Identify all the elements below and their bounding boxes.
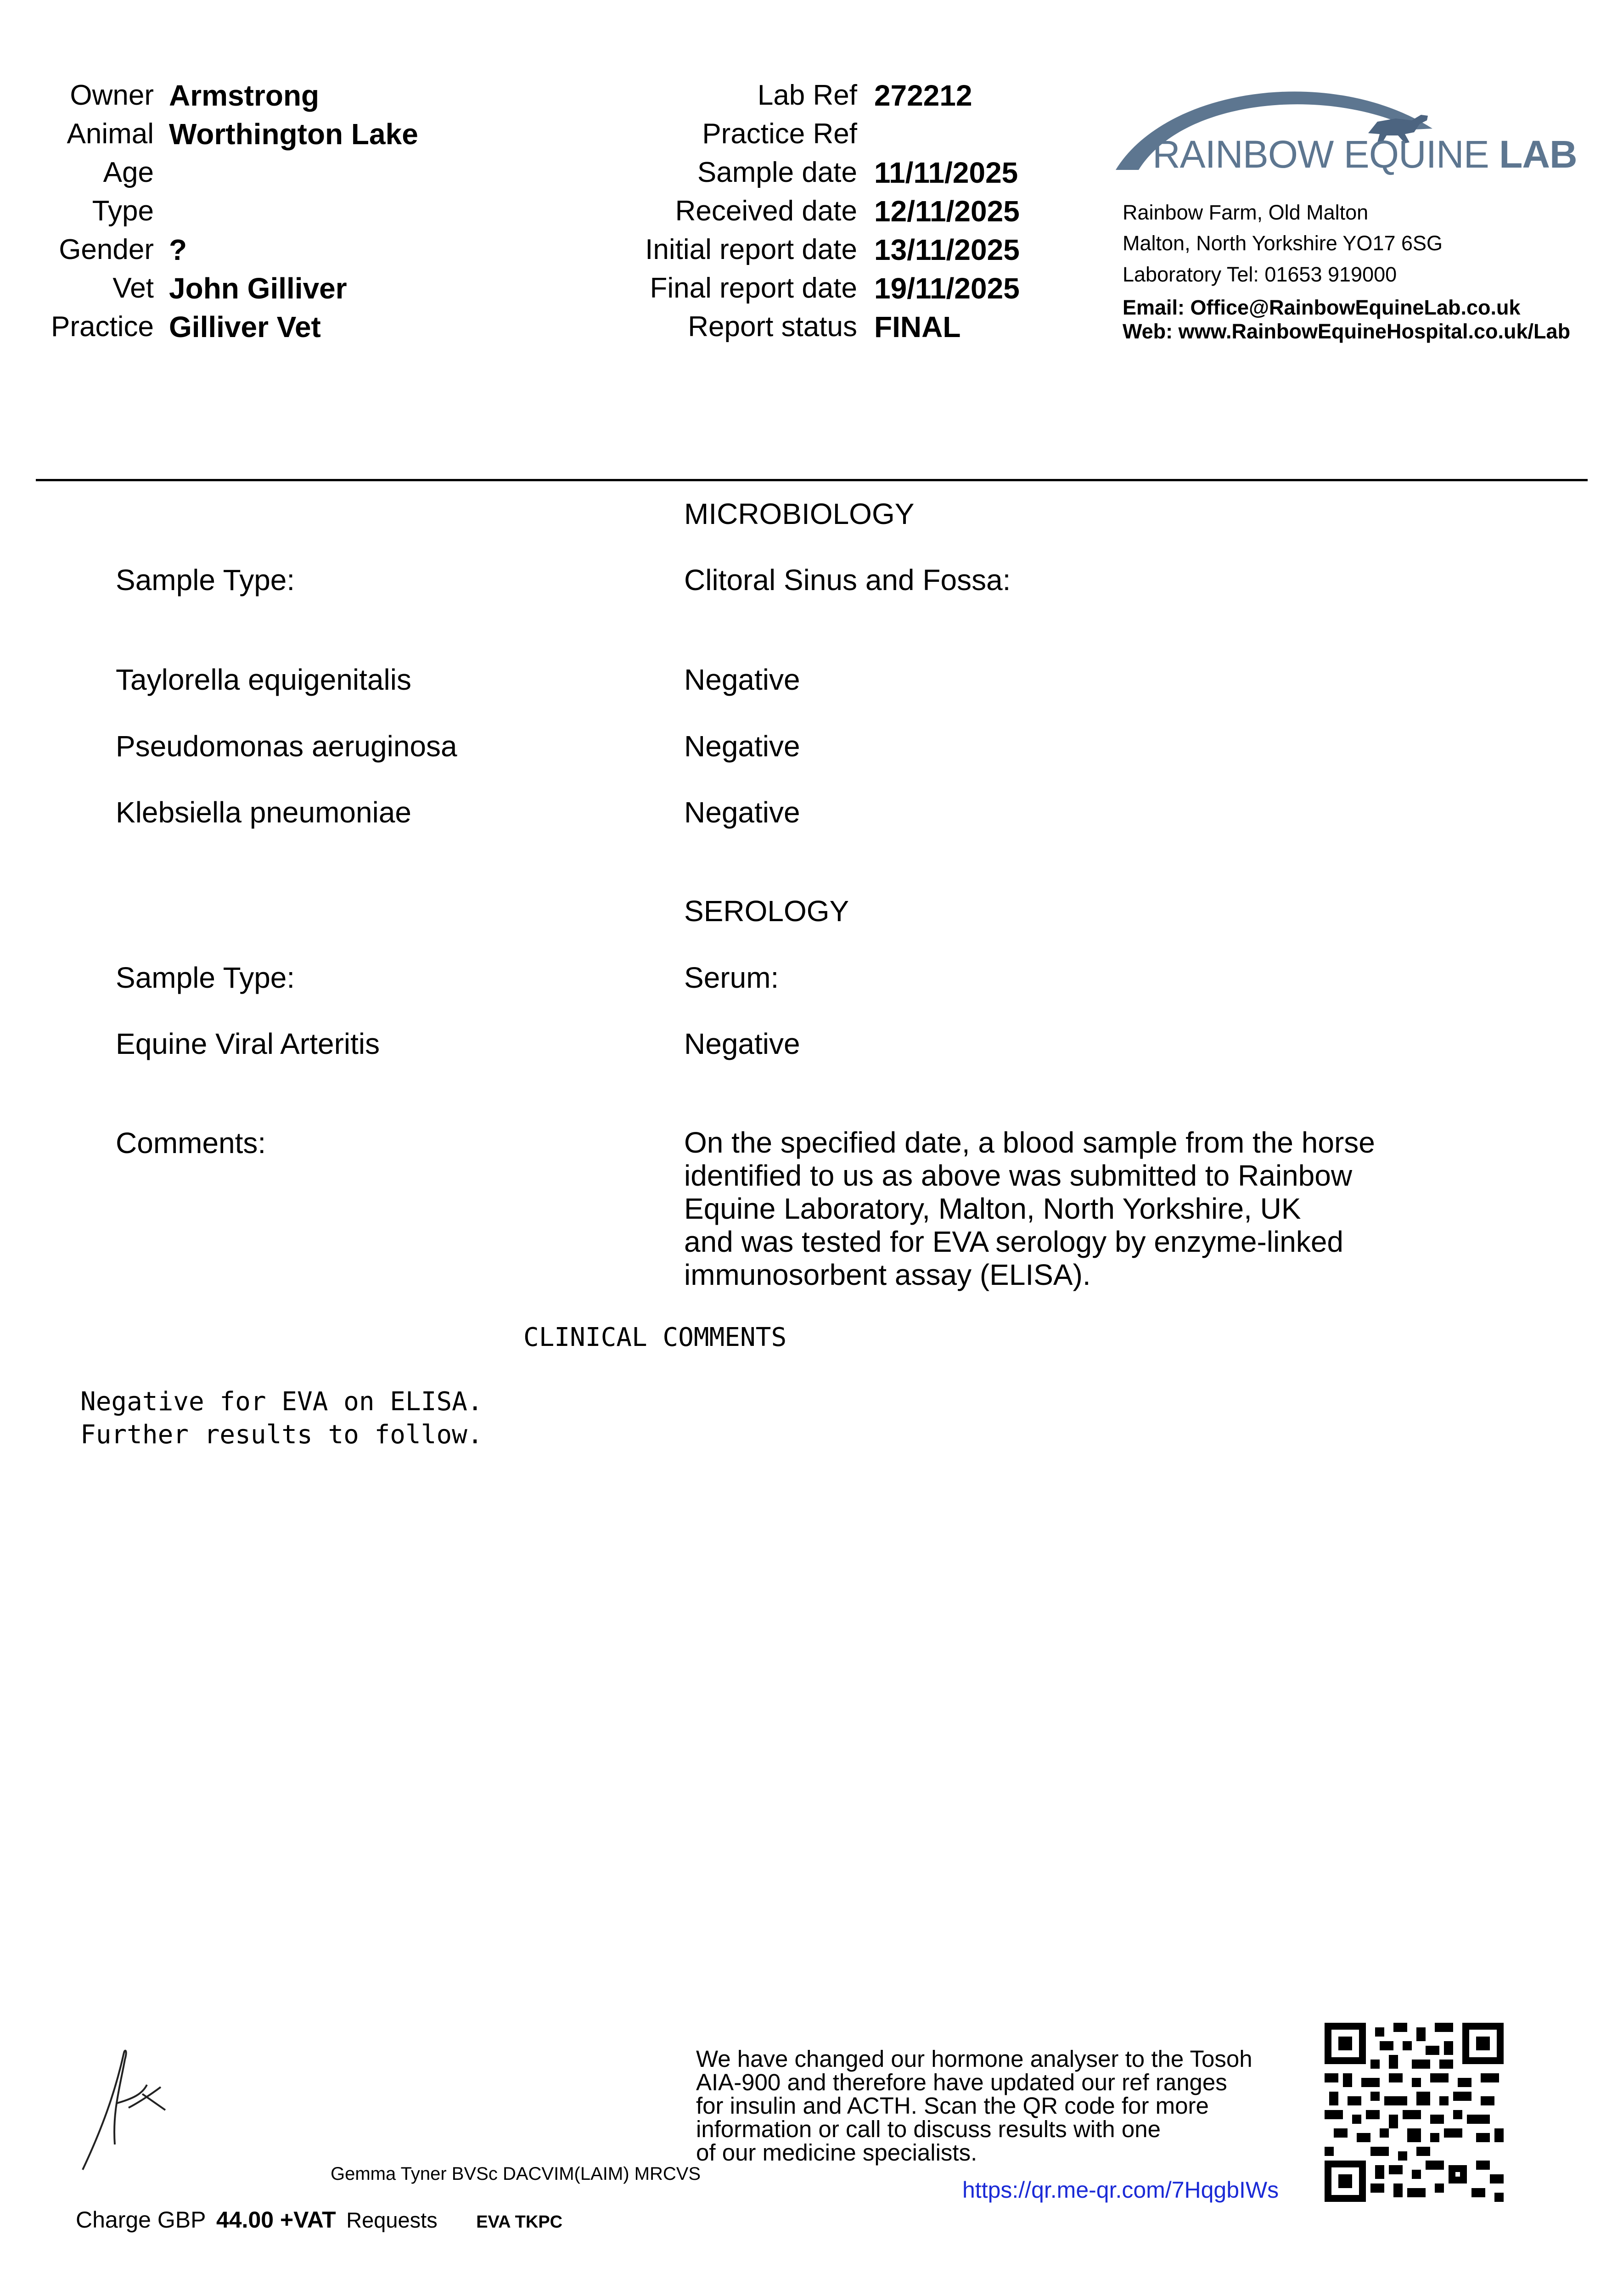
serology-title: SEROLOGY [684, 895, 849, 928]
lab-email[interactable]: Email: Office@RainbowEquineLab.co.uk [1123, 296, 1521, 319]
logo-text-bold: LAB [1499, 133, 1577, 176]
report-status-label: Report status [688, 311, 857, 343]
practice-label: Practice [51, 311, 154, 343]
comment-line: identified to us as above was submitted to Rainbow [684, 1159, 1353, 1192]
sero-sample-type-value: Serum: [684, 961, 779, 994]
initial-report-date-label: Initial report date [645, 234, 857, 265]
micro-test-name: Pseudomonas aeruginosa [116, 730, 457, 763]
animal-value: Worthington Lake [169, 118, 418, 151]
micro-test-result: Negative [684, 663, 800, 696]
logo-text-main: RAINBOW EQUINE [1152, 133, 1499, 176]
micro-test-result: Negative [684, 730, 800, 763]
address-line-1: Rainbow Farm, Old Malton [1123, 201, 1369, 224]
comment-line: Equine Laboratory, Malton, North Yorkshire, UK [684, 1192, 1301, 1225]
micro-test-result: Negative [684, 796, 800, 829]
received-date-value: 12/11/2025 [874, 195, 1020, 228]
owner-value: Armstrong [169, 79, 320, 112]
sero-sample-type-label: Sample Type: [116, 961, 295, 994]
comment-line: immunosorbent assay (ELISA). [684, 1258, 1091, 1291]
qr-link[interactable]: https://qr.me-qr.com/7HqgbIWs [962, 2177, 1279, 2203]
comments-label: Comments: [116, 1126, 266, 1159]
practice-ref-label: Practice Ref [702, 118, 857, 150]
micro-sample-type-value: Clitoral Sinus and Fossa: [684, 563, 1011, 597]
sample-date-label: Sample date [697, 157, 857, 188]
notice-line: of our medicine specialists. [696, 2139, 977, 2166]
clinical-comment-line: Further results to follow. [80, 1420, 483, 1450]
address-line-2: Malton, North Yorkshire YO17 6SG [1123, 231, 1443, 255]
lab-website[interactable]: Web: www.RainbowEquineHospital.co.uk/Lab [1123, 320, 1571, 343]
comment-line: and was tested for EVA serology by enzyme-linked [684, 1225, 1343, 1258]
requests-value: EVA TKPC [476, 2212, 563, 2232]
clinical-comment-line: Negative for EVA on ELISA. [80, 1387, 483, 1417]
vet-label: Vet [112, 272, 154, 304]
notice-line: information or call to discuss results with one [696, 2116, 1161, 2142]
final-report-date-value: 19/11/2025 [874, 272, 1020, 305]
lab-ref-value: 272212 [874, 79, 972, 112]
charge-label: Charge GBP [76, 2207, 206, 2233]
gender-value: ? [169, 233, 187, 266]
header-divider [36, 479, 1588, 481]
age-label: Age [103, 157, 154, 188]
report-status-value: FINAL [874, 310, 961, 343]
received-date-row [0, 192, 1623, 231]
practice-value: Gilliver Vet [169, 310, 321, 343]
address-line-3: Laboratory Tel: 01653 919000 [1123, 263, 1397, 286]
charge-value: 44.00 +VAT [216, 2207, 336, 2233]
signature-image [73, 2039, 179, 2177]
lab-ref-label: Lab Ref [757, 79, 857, 111]
micro-sample-type-label: Sample Type: [116, 563, 295, 597]
final-report-date-label: Final report date [650, 272, 857, 304]
sero-test-name: Equine Viral Arteritis [116, 1027, 380, 1060]
lab-logo [1111, 78, 1577, 184]
logo-text [1152, 132, 1577, 177]
type-label: Type [92, 195, 154, 227]
notice-line: We have changed our hormone analyser to the Tosoh [696, 2046, 1252, 2072]
micro-test-name: Taylorella equigenitalis [116, 663, 411, 696]
comments-text [684, 1126, 1375, 1291]
notice-line: for insulin and ACTH. Scan the QR code for more [696, 2093, 1209, 2119]
microbiology-title: MICROBIOLOGY [684, 497, 915, 530]
analyser-notice [696, 2047, 1325, 2164]
sample-date-value: 11/11/2025 [874, 156, 1018, 189]
owner-label: Owner [70, 79, 154, 111]
notice-line: AIA-900 and therefore have updated our ref ranges [696, 2069, 1227, 2095]
charge-line [76, 2206, 562, 2233]
received-date-label: Received date [675, 195, 857, 227]
initial-report-date-value: 13/11/2025 [874, 233, 1020, 266]
animal-label: Animal [67, 118, 154, 150]
requests-label: Requests [346, 2208, 438, 2232]
micro-test-name: Klebsiella pneumoniae [116, 796, 411, 829]
signatory-name: Gemma Tyner BVSc DACVIM(LAIM) MRCVS [331, 2164, 701, 2184]
clinical-comments-title: CLINICAL COMMENTS [523, 1322, 787, 1352]
sero-test-result: Negative [684, 1027, 800, 1060]
vet-value: John Gilliver [169, 272, 347, 305]
comment-line: On the specified date, a blood sample from the horse [684, 1126, 1375, 1159]
qr-code-icon[interactable] [1325, 2023, 1504, 2202]
gender-label: Gender [59, 234, 154, 265]
